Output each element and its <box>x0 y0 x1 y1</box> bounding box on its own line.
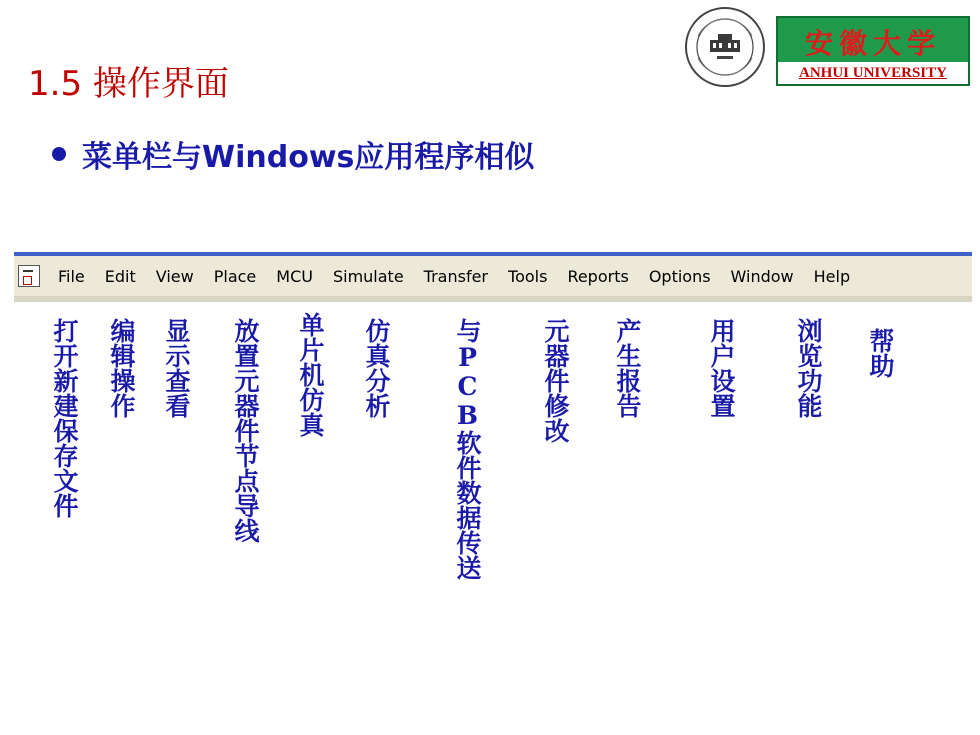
menu-tools[interactable]: Tools <box>508 266 548 286</box>
menu-mcu[interactable]: MCU <box>276 266 313 286</box>
menubar-screenshot <box>14 252 972 302</box>
caption-help: 帮助 <box>866 328 895 378</box>
menubar <box>14 258 972 294</box>
menu-window[interactable]: Window <box>730 266 794 286</box>
menu-transfer[interactable]: Transfer <box>423 266 489 286</box>
bullet-text: 菜单栏与Windows应用程序相似 <box>82 140 535 175</box>
university-logo <box>776 16 970 86</box>
bullet-point <box>52 132 534 176</box>
caption-file: 打开新建保存文件 <box>50 318 79 518</box>
caption-place: 放置元器件节点导线 <box>231 318 260 543</box>
caption-view: 显示查看 <box>162 318 191 418</box>
caption-reports: 产生报告 <box>613 318 642 418</box>
slide-title: 1.5 操作界面 <box>28 64 229 104</box>
caption-tools: 元器件修改 <box>541 318 570 443</box>
menu-file[interactable]: File <box>58 266 85 286</box>
university-name-en: ANHUI UNIVERSITY <box>799 65 947 81</box>
bullet-dot-icon <box>52 147 66 161</box>
menu-help[interactable]: Help <box>813 266 851 286</box>
caption-window: 浏览功能 <box>794 318 823 418</box>
caption-options: 用户设置 <box>707 318 736 418</box>
caption-transfer: 与PCB软件数据传送 <box>453 318 482 580</box>
caption-simulate: 仿真分析 <box>362 318 391 418</box>
university-seal-icon <box>684 6 766 88</box>
document-app-icon[interactable] <box>18 265 40 287</box>
menu-simulate[interactable]: Simulate <box>332 266 404 286</box>
caption-edit: 编辑操作 <box>107 318 136 418</box>
menubar-title-strip <box>14 252 972 256</box>
caption-mcu: 单片机仿真 <box>296 312 325 437</box>
menu-view[interactable]: View <box>155 266 194 286</box>
menu-reports[interactable]: Reports <box>567 266 629 286</box>
menu-options[interactable]: Options <box>648 266 711 286</box>
menu-edit[interactable]: Edit <box>104 266 136 286</box>
menu-place[interactable]: Place <box>213 266 257 286</box>
university-name-cn: 安徽大学 <box>804 27 941 60</box>
menubar-toolbar-strip <box>14 296 972 302</box>
